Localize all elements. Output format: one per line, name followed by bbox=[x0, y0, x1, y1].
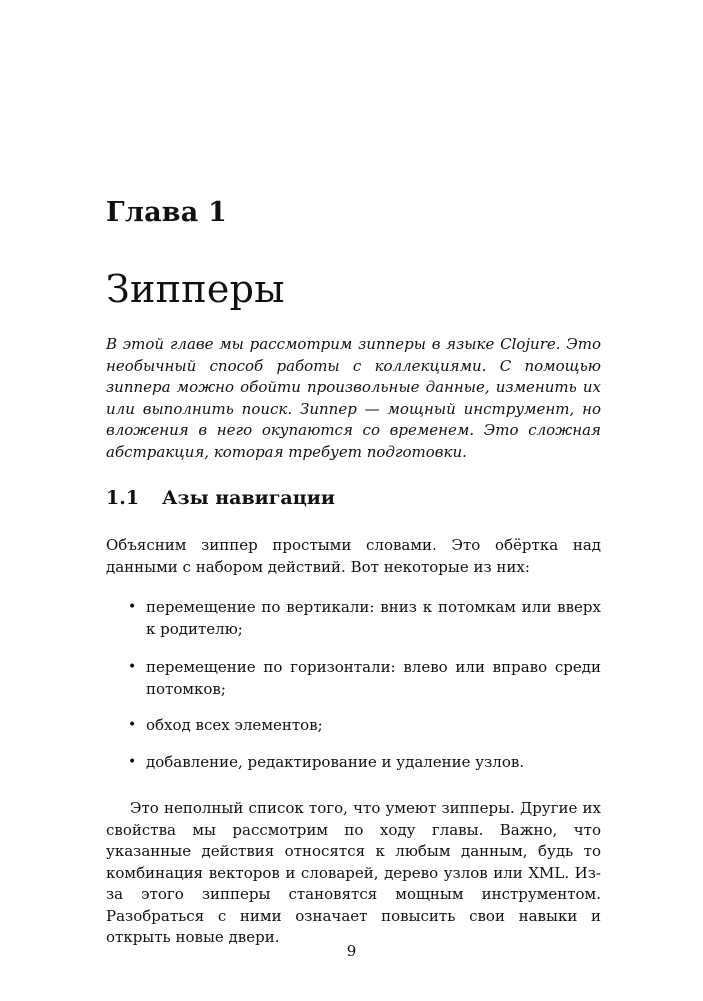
intro-paragraph: Объясним зиппер простыми словами. Это обёртка над данными с набором действий. Вот некоторые из них: bbox=[106, 536, 601, 576]
section-heading bbox=[106, 487, 601, 509]
list-item bbox=[106, 715, 601, 737]
list-item-text: перемещение по вертикали: вниз к потомкам или вверх к родителю; bbox=[146, 598, 601, 638]
list-item bbox=[106, 597, 601, 640]
list-item bbox=[106, 657, 601, 700]
chapter-label: Глава 1 bbox=[106, 197, 228, 228]
conclusion-paragraph: Это неполный список того, что умеют зипперы. Другие их свойства мы рассмотрим по ходу главы. Важно, что указанные действия относятся к любым данным, будь то комбинация векторов и словарей, дерево узлов или XML. Из-за этого зипперы становятся мощным инструментом. Разобраться с ними означает повысить свои навыки и открыть новые двери. bbox=[106, 799, 601, 946]
bullet-icon: • bbox=[128, 599, 137, 615]
page-number: 9 bbox=[346, 942, 357, 960]
list-item-text: добавление, редактирование и удаление узлов. bbox=[146, 753, 525, 771]
chapter-title: Зипперы bbox=[106, 267, 285, 311]
list-item bbox=[106, 752, 601, 774]
list-item-text: обход всех элементов; bbox=[146, 716, 323, 734]
section-number: 1.1 bbox=[106, 487, 140, 509]
bullet-icon: • bbox=[128, 754, 137, 770]
list-item-text: перемещение по горизонтали: влево или вправо среди потомков; bbox=[146, 658, 601, 698]
bullet-icon: • bbox=[128, 717, 137, 733]
chapter-abstract: В этой главе мы рассмотрим зипперы в языке Clojure. Это необычный способ работы с коллекциями. С помощью зиппера можно обойти произвольные данные, изменить их или выполнить поиск. Зиппер — мощный инструмент, но вложения в него окупаются со временем. Это сложная абстракция, которая требует подготовки. bbox=[106, 335, 601, 461]
bullet-icon: • bbox=[128, 659, 137, 675]
section-title: Азы навигации bbox=[162, 487, 335, 509]
